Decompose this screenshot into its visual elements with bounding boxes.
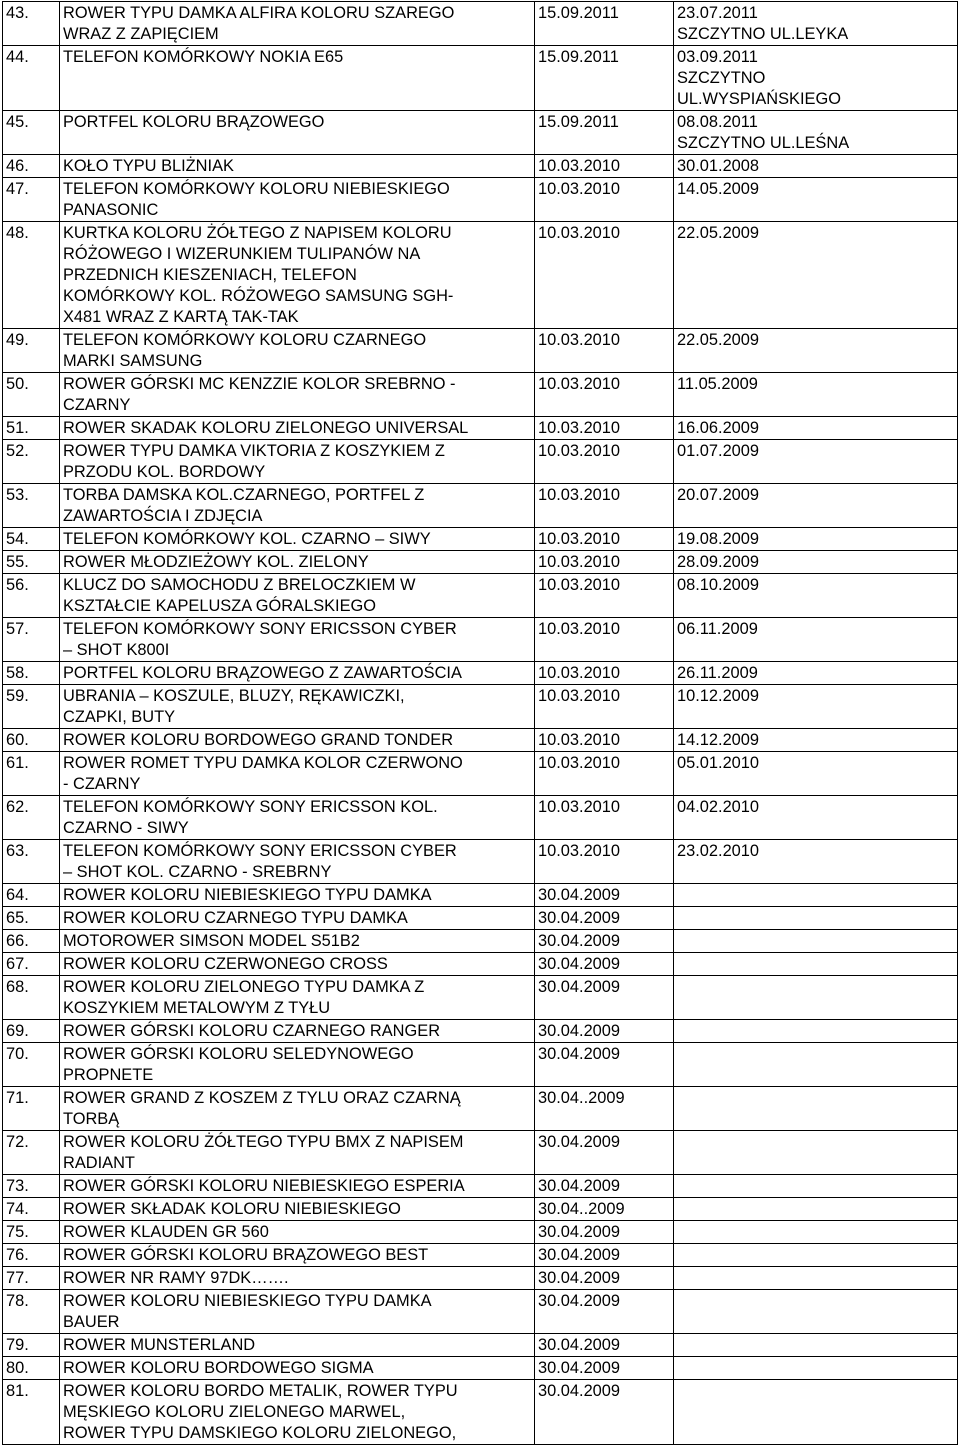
date-location-cell: 16.06.2009 bbox=[674, 417, 958, 440]
table-row bbox=[3, 1043, 958, 1087]
row-number-cell: 81. bbox=[3, 1380, 60, 1445]
date-location-cell bbox=[674, 884, 958, 907]
table-row bbox=[3, 1131, 958, 1175]
date-cell: 10.03.2010 bbox=[535, 551, 674, 574]
date-cell: 30.04..2009 bbox=[535, 1198, 674, 1221]
table-row bbox=[3, 484, 958, 528]
row-number-cell: 63. bbox=[3, 840, 60, 884]
table-row bbox=[3, 440, 958, 484]
table-row bbox=[3, 1087, 958, 1131]
row-number-cell: 46. bbox=[3, 155, 60, 178]
table-row bbox=[3, 752, 958, 796]
date-location-cell bbox=[674, 1267, 958, 1290]
row-number-cell: 73. bbox=[3, 1175, 60, 1198]
date-location-cell bbox=[674, 1290, 958, 1334]
date-location-cell: 03.09.2011 SZCZYTNO UL.WYSPIAŃSKIEGO bbox=[674, 46, 958, 111]
date-location-cell: 08.10.2009 bbox=[674, 574, 958, 618]
table-row bbox=[3, 662, 958, 685]
item-description-cell: ROWER TYPU DAMKA VIKTORIA Z KOSZYKIEM Z PRZODU KOL. BORDOWY bbox=[60, 440, 535, 484]
row-number-cell: 80. bbox=[3, 1357, 60, 1380]
row-number-cell: 52. bbox=[3, 440, 60, 484]
row-number-cell: 48. bbox=[3, 222, 60, 329]
row-number-cell: 71. bbox=[3, 1087, 60, 1131]
date-location-cell: 28.09.2009 bbox=[674, 551, 958, 574]
item-description-cell: ROWER KOLORU ZIELONEGO TYPU DAMKA Z KOSZYKIEM METALOWYM Z TYŁU bbox=[60, 976, 535, 1020]
date-location-cell bbox=[674, 1334, 958, 1357]
date-cell: 10.03.2010 bbox=[535, 222, 674, 329]
row-number-cell: 75. bbox=[3, 1221, 60, 1244]
row-number-cell: 72. bbox=[3, 1131, 60, 1175]
date-cell: 10.03.2010 bbox=[535, 528, 674, 551]
date-location-cell bbox=[674, 1380, 958, 1445]
date-cell: 10.03.2010 bbox=[535, 178, 674, 222]
date-cell: 30.04.2009 bbox=[535, 1020, 674, 1043]
item-description-cell: ROWER GÓRSKI KOLORU SELEDYNOWEGO PROPNETE bbox=[60, 1043, 535, 1087]
item-description-cell: TELEFON KOMÓRKOWY KOLORU NIEBIESKIEGO PANASONIC bbox=[60, 178, 535, 222]
date-cell: 10.03.2010 bbox=[535, 662, 674, 685]
table-row bbox=[3, 551, 958, 574]
date-cell: 10.03.2010 bbox=[535, 840, 674, 884]
date-location-cell: 08.08.2011 SZCZYTNO UL.LEŚNA bbox=[674, 111, 958, 155]
date-location-cell bbox=[674, 1087, 958, 1131]
date-cell: 10.03.2010 bbox=[535, 155, 674, 178]
item-description-cell: ROWER GÓRSKI KOLORU BRĄZOWEGO BEST bbox=[60, 1244, 535, 1267]
item-description-cell: KURTKA KOLORU ŻÓŁTEGO Z NAPISEM KOLORU RÓŻOWEGO I WIZERUNKIEM TULIPANÓW NA PRZEDNICH KIESZENIACH, TELEFON KOMÓRKOWY KOL. RÓŻOWEGO SAMSUNG SGH- X481 WRAZ Z KARTĄ TAK-TAK bbox=[60, 222, 535, 329]
table-row bbox=[3, 111, 958, 155]
date-location-cell bbox=[674, 953, 958, 976]
item-description-cell: ROWER GÓRSKI KOLORU NIEBIESKIEGO ESPERIA bbox=[60, 1175, 535, 1198]
date-cell: 30.04.2009 bbox=[535, 930, 674, 953]
item-description-cell: UBRANIA – KOSZULE, BLUZY, RĘKAWICZKI, CZAPKI, BUTY bbox=[60, 685, 535, 729]
item-description-cell: ROWER KOLORU ŻÓŁTEGO TYPU BMX Z NAPISEM RADIANT bbox=[60, 1131, 535, 1175]
item-description-cell: TELEFON KOMÓRKOWY SONY ERICSSON CYBER – SHOT KOL. CZARNO - SREBRNY bbox=[60, 840, 535, 884]
row-number-cell: 44. bbox=[3, 46, 60, 111]
table-row bbox=[3, 729, 958, 752]
item-description-cell: PORTFEL KOLORU BRĄZOWEGO Z ZAWARTOŚCIA bbox=[60, 662, 535, 685]
lost-items-table bbox=[2, 1, 958, 1445]
date-cell: 10.03.2010 bbox=[535, 440, 674, 484]
row-number-cell: 56. bbox=[3, 574, 60, 618]
item-description-cell: ROWER KOLORU NIEBIESKIEGO TYPU DAMKA BAUER bbox=[60, 1290, 535, 1334]
date-location-cell: 01.07.2009 bbox=[674, 440, 958, 484]
row-number-cell: 65. bbox=[3, 907, 60, 930]
date-location-cell bbox=[674, 1043, 958, 1087]
date-cell: 30.04.2009 bbox=[535, 1043, 674, 1087]
date-location-cell: 10.12.2009 bbox=[674, 685, 958, 729]
table-row bbox=[3, 953, 958, 976]
item-description-cell: ROWER GRAND Z KOSZEM Z TYLU ORAZ CZARNĄ TORBĄ bbox=[60, 1087, 535, 1131]
date-location-cell: 14.12.2009 bbox=[674, 729, 958, 752]
item-description-cell: ROWER KOLORU BORDO METALIK, ROWER TYPU MĘSKIEGO KOLORU ZIELONEGO MARWEL, ROWER TYPU DAMSKIEGO KOLORU ZIELONEGO, bbox=[60, 1380, 535, 1445]
date-cell: 10.03.2010 bbox=[535, 752, 674, 796]
date-cell: 30.04.2009 bbox=[535, 1267, 674, 1290]
date-cell: 15.09.2011 bbox=[535, 2, 674, 46]
date-location-cell bbox=[674, 1357, 958, 1380]
table-row bbox=[3, 178, 958, 222]
date-location-cell: 23.07.2011 SZCZYTNO UL.LEYKA bbox=[674, 2, 958, 46]
date-cell: 15.09.2011 bbox=[535, 111, 674, 155]
row-number-cell: 61. bbox=[3, 752, 60, 796]
item-description-cell: KLUCZ DO SAMOCHODU Z BRELOCZKIEM W KSZTAŁCIE KAPELUSZA GÓRALSKIEGO bbox=[60, 574, 535, 618]
table-row bbox=[3, 46, 958, 111]
table-row bbox=[3, 1334, 958, 1357]
item-description-cell: ROWER KOLORU BORDOWEGO GRAND TONDER bbox=[60, 729, 535, 752]
date-location-cell bbox=[674, 907, 958, 930]
item-description-cell: TELEFON KOMÓRKOWY SONY ERICSSON KOL. CZARNO - SIWY bbox=[60, 796, 535, 840]
item-description-cell: TELEFON KOMÓRKOWY SONY ERICSSON CYBER – SHOT K800I bbox=[60, 618, 535, 662]
table-row bbox=[3, 618, 958, 662]
item-description-cell: ROWER GÓRSKI MC KENZZIE KOLOR SREBRNO - CZARNY bbox=[60, 373, 535, 417]
item-description-cell: TELEFON KOMÓRKOWY NOKIA E65 bbox=[60, 46, 535, 111]
date-cell: 30.04.2009 bbox=[535, 1334, 674, 1357]
row-number-cell: 76. bbox=[3, 1244, 60, 1267]
date-cell: 10.03.2010 bbox=[535, 484, 674, 528]
row-number-cell: 66. bbox=[3, 930, 60, 953]
item-description-cell: ROWER ROMET TYPU DAMKA KOLOR CZERWONO - CZARNY bbox=[60, 752, 535, 796]
item-description-cell: ROWER SKADAK KOLORU ZIELONEGO UNIVERSAL bbox=[60, 417, 535, 440]
row-number-cell: 51. bbox=[3, 417, 60, 440]
table-row bbox=[3, 1267, 958, 1290]
item-description-cell: ROWER KOLORU BORDOWEGO SIGMA bbox=[60, 1357, 535, 1380]
date-location-cell bbox=[674, 1175, 958, 1198]
date-cell: 30.04.2009 bbox=[535, 1131, 674, 1175]
date-location-cell: 30.01.2008 bbox=[674, 155, 958, 178]
table-row bbox=[3, 1175, 958, 1198]
date-cell: 30.04..2009 bbox=[535, 1087, 674, 1131]
table-row bbox=[3, 1221, 958, 1244]
date-location-cell: 19.08.2009 bbox=[674, 528, 958, 551]
row-number-cell: 64. bbox=[3, 884, 60, 907]
row-number-cell: 47. bbox=[3, 178, 60, 222]
table-row bbox=[3, 1380, 958, 1445]
table-row bbox=[3, 1290, 958, 1334]
date-cell: 15.09.2011 bbox=[535, 46, 674, 111]
item-description-cell: ROWER GÓRSKI KOLORU CZARNEGO RANGER bbox=[60, 1020, 535, 1043]
table-row bbox=[3, 528, 958, 551]
date-cell: 30.04.2009 bbox=[535, 1357, 674, 1380]
table-row bbox=[3, 796, 958, 840]
row-number-cell: 50. bbox=[3, 373, 60, 417]
date-cell: 30.04.2009 bbox=[535, 1175, 674, 1198]
date-location-cell: 22.05.2009 bbox=[674, 222, 958, 329]
item-description-cell: ROWER SKŁADAK KOLORU NIEBIESKIEGO bbox=[60, 1198, 535, 1221]
row-number-cell: 74. bbox=[3, 1198, 60, 1221]
date-cell: 30.04.2009 bbox=[535, 953, 674, 976]
date-cell: 30.04.2009 bbox=[535, 1290, 674, 1334]
table-row bbox=[3, 373, 958, 417]
date-location-cell bbox=[674, 1131, 958, 1175]
row-number-cell: 69. bbox=[3, 1020, 60, 1043]
row-number-cell: 78. bbox=[3, 1290, 60, 1334]
table-row bbox=[3, 930, 958, 953]
date-location-cell bbox=[674, 1244, 958, 1267]
item-description-cell: KOŁO TYPU BLIŻNIAK bbox=[60, 155, 535, 178]
table-row bbox=[3, 884, 958, 907]
row-number-cell: 79. bbox=[3, 1334, 60, 1357]
table-row bbox=[3, 329, 958, 373]
row-number-cell: 68. bbox=[3, 976, 60, 1020]
date-location-cell: 23.02.2010 bbox=[674, 840, 958, 884]
item-description-cell: ROWER KLAUDEN GR 560 bbox=[60, 1221, 535, 1244]
date-location-cell: 11.05.2009 bbox=[674, 373, 958, 417]
row-number-cell: 57. bbox=[3, 618, 60, 662]
table-row bbox=[3, 685, 958, 729]
item-description-cell: ROWER KOLORU CZARNEGO TYPU DAMKA bbox=[60, 907, 535, 930]
row-number-cell: 59. bbox=[3, 685, 60, 729]
date-location-cell: 06.11.2009 bbox=[674, 618, 958, 662]
row-number-cell: 54. bbox=[3, 528, 60, 551]
item-description-cell: PORTFEL KOLORU BRĄZOWEGO bbox=[60, 111, 535, 155]
table-row bbox=[3, 222, 958, 329]
date-cell: 30.04.2009 bbox=[535, 1244, 674, 1267]
row-number-cell: 67. bbox=[3, 953, 60, 976]
date-location-cell bbox=[674, 1020, 958, 1043]
date-cell: 10.03.2010 bbox=[535, 796, 674, 840]
date-location-cell: 20.07.2009 bbox=[674, 484, 958, 528]
item-description-cell: ROWER MUNSTERLAND bbox=[60, 1334, 535, 1357]
date-location-cell bbox=[674, 1198, 958, 1221]
row-number-cell: 70. bbox=[3, 1043, 60, 1087]
item-description-cell: ROWER MŁODZIEŻOWY KOL. ZIELONY bbox=[60, 551, 535, 574]
date-cell: 10.03.2010 bbox=[535, 417, 674, 440]
date-location-cell: 05.01.2010 bbox=[674, 752, 958, 796]
date-cell: 10.03.2010 bbox=[535, 729, 674, 752]
item-description-cell: ROWER NR RAMY 97DK……. bbox=[60, 1267, 535, 1290]
date-location-cell bbox=[674, 1221, 958, 1244]
date-cell: 10.03.2010 bbox=[535, 685, 674, 729]
date-cell: 30.04.2009 bbox=[535, 907, 674, 930]
table-row bbox=[3, 907, 958, 930]
date-location-cell bbox=[674, 930, 958, 953]
table-row bbox=[3, 840, 958, 884]
document-page bbox=[0, 1, 960, 1442]
date-cell: 30.04.2009 bbox=[535, 884, 674, 907]
row-number-cell: 45. bbox=[3, 111, 60, 155]
item-description-cell: TORBA DAMSKA KOL.CZARNEGO, PORTFEL Z ZAWARTOŚCIA I ZDJĘCIA bbox=[60, 484, 535, 528]
item-description-cell: ROWER KOLORU CZERWONEGO CROSS bbox=[60, 953, 535, 976]
row-number-cell: 60. bbox=[3, 729, 60, 752]
row-number-cell: 43. bbox=[3, 2, 60, 46]
table-row bbox=[3, 1198, 958, 1221]
item-description-cell: TELEFON KOMÓRKOWY KOL. CZARNO – SIWY bbox=[60, 528, 535, 551]
date-cell: 10.03.2010 bbox=[535, 373, 674, 417]
row-number-cell: 49. bbox=[3, 329, 60, 373]
date-location-cell: 22.05.2009 bbox=[674, 329, 958, 373]
date-cell: 30.04.2009 bbox=[535, 1380, 674, 1445]
date-cell: 10.03.2010 bbox=[535, 618, 674, 662]
table-row bbox=[3, 1020, 958, 1043]
date-location-cell: 04.02.2010 bbox=[674, 796, 958, 840]
row-number-cell: 55. bbox=[3, 551, 60, 574]
item-description-cell: ROWER TYPU DAMKA ALFIRA KOLORU SZAREGO WRAZ Z ZAPIĘCIEM bbox=[60, 2, 535, 46]
row-number-cell: 58. bbox=[3, 662, 60, 685]
row-number-cell: 53. bbox=[3, 484, 60, 528]
date-cell: 30.04.2009 bbox=[535, 976, 674, 1020]
row-number-cell: 62. bbox=[3, 796, 60, 840]
table-row bbox=[3, 155, 958, 178]
table-body bbox=[3, 2, 958, 1445]
table-row bbox=[3, 1357, 958, 1380]
table-row bbox=[3, 417, 958, 440]
row-number-cell: 77. bbox=[3, 1267, 60, 1290]
item-description-cell: TELEFON KOMÓRKOWY KOLORU CZARNEGO MARKI SAMSUNG bbox=[60, 329, 535, 373]
date-location-cell: 14.05.2009 bbox=[674, 178, 958, 222]
table-row bbox=[3, 574, 958, 618]
item-description-cell: MOTOROWER SIMSON MODEL S51B2 bbox=[60, 930, 535, 953]
item-description-cell: ROWER KOLORU NIEBIESKIEGO TYPU DAMKA bbox=[60, 884, 535, 907]
table-row bbox=[3, 1244, 958, 1267]
table-row bbox=[3, 2, 958, 46]
table-row bbox=[3, 976, 958, 1020]
date-location-cell: 26.11.2009 bbox=[674, 662, 958, 685]
date-cell: 10.03.2010 bbox=[535, 329, 674, 373]
date-cell: 30.04.2009 bbox=[535, 1221, 674, 1244]
date-cell: 10.03.2010 bbox=[535, 574, 674, 618]
date-location-cell bbox=[674, 976, 958, 1020]
